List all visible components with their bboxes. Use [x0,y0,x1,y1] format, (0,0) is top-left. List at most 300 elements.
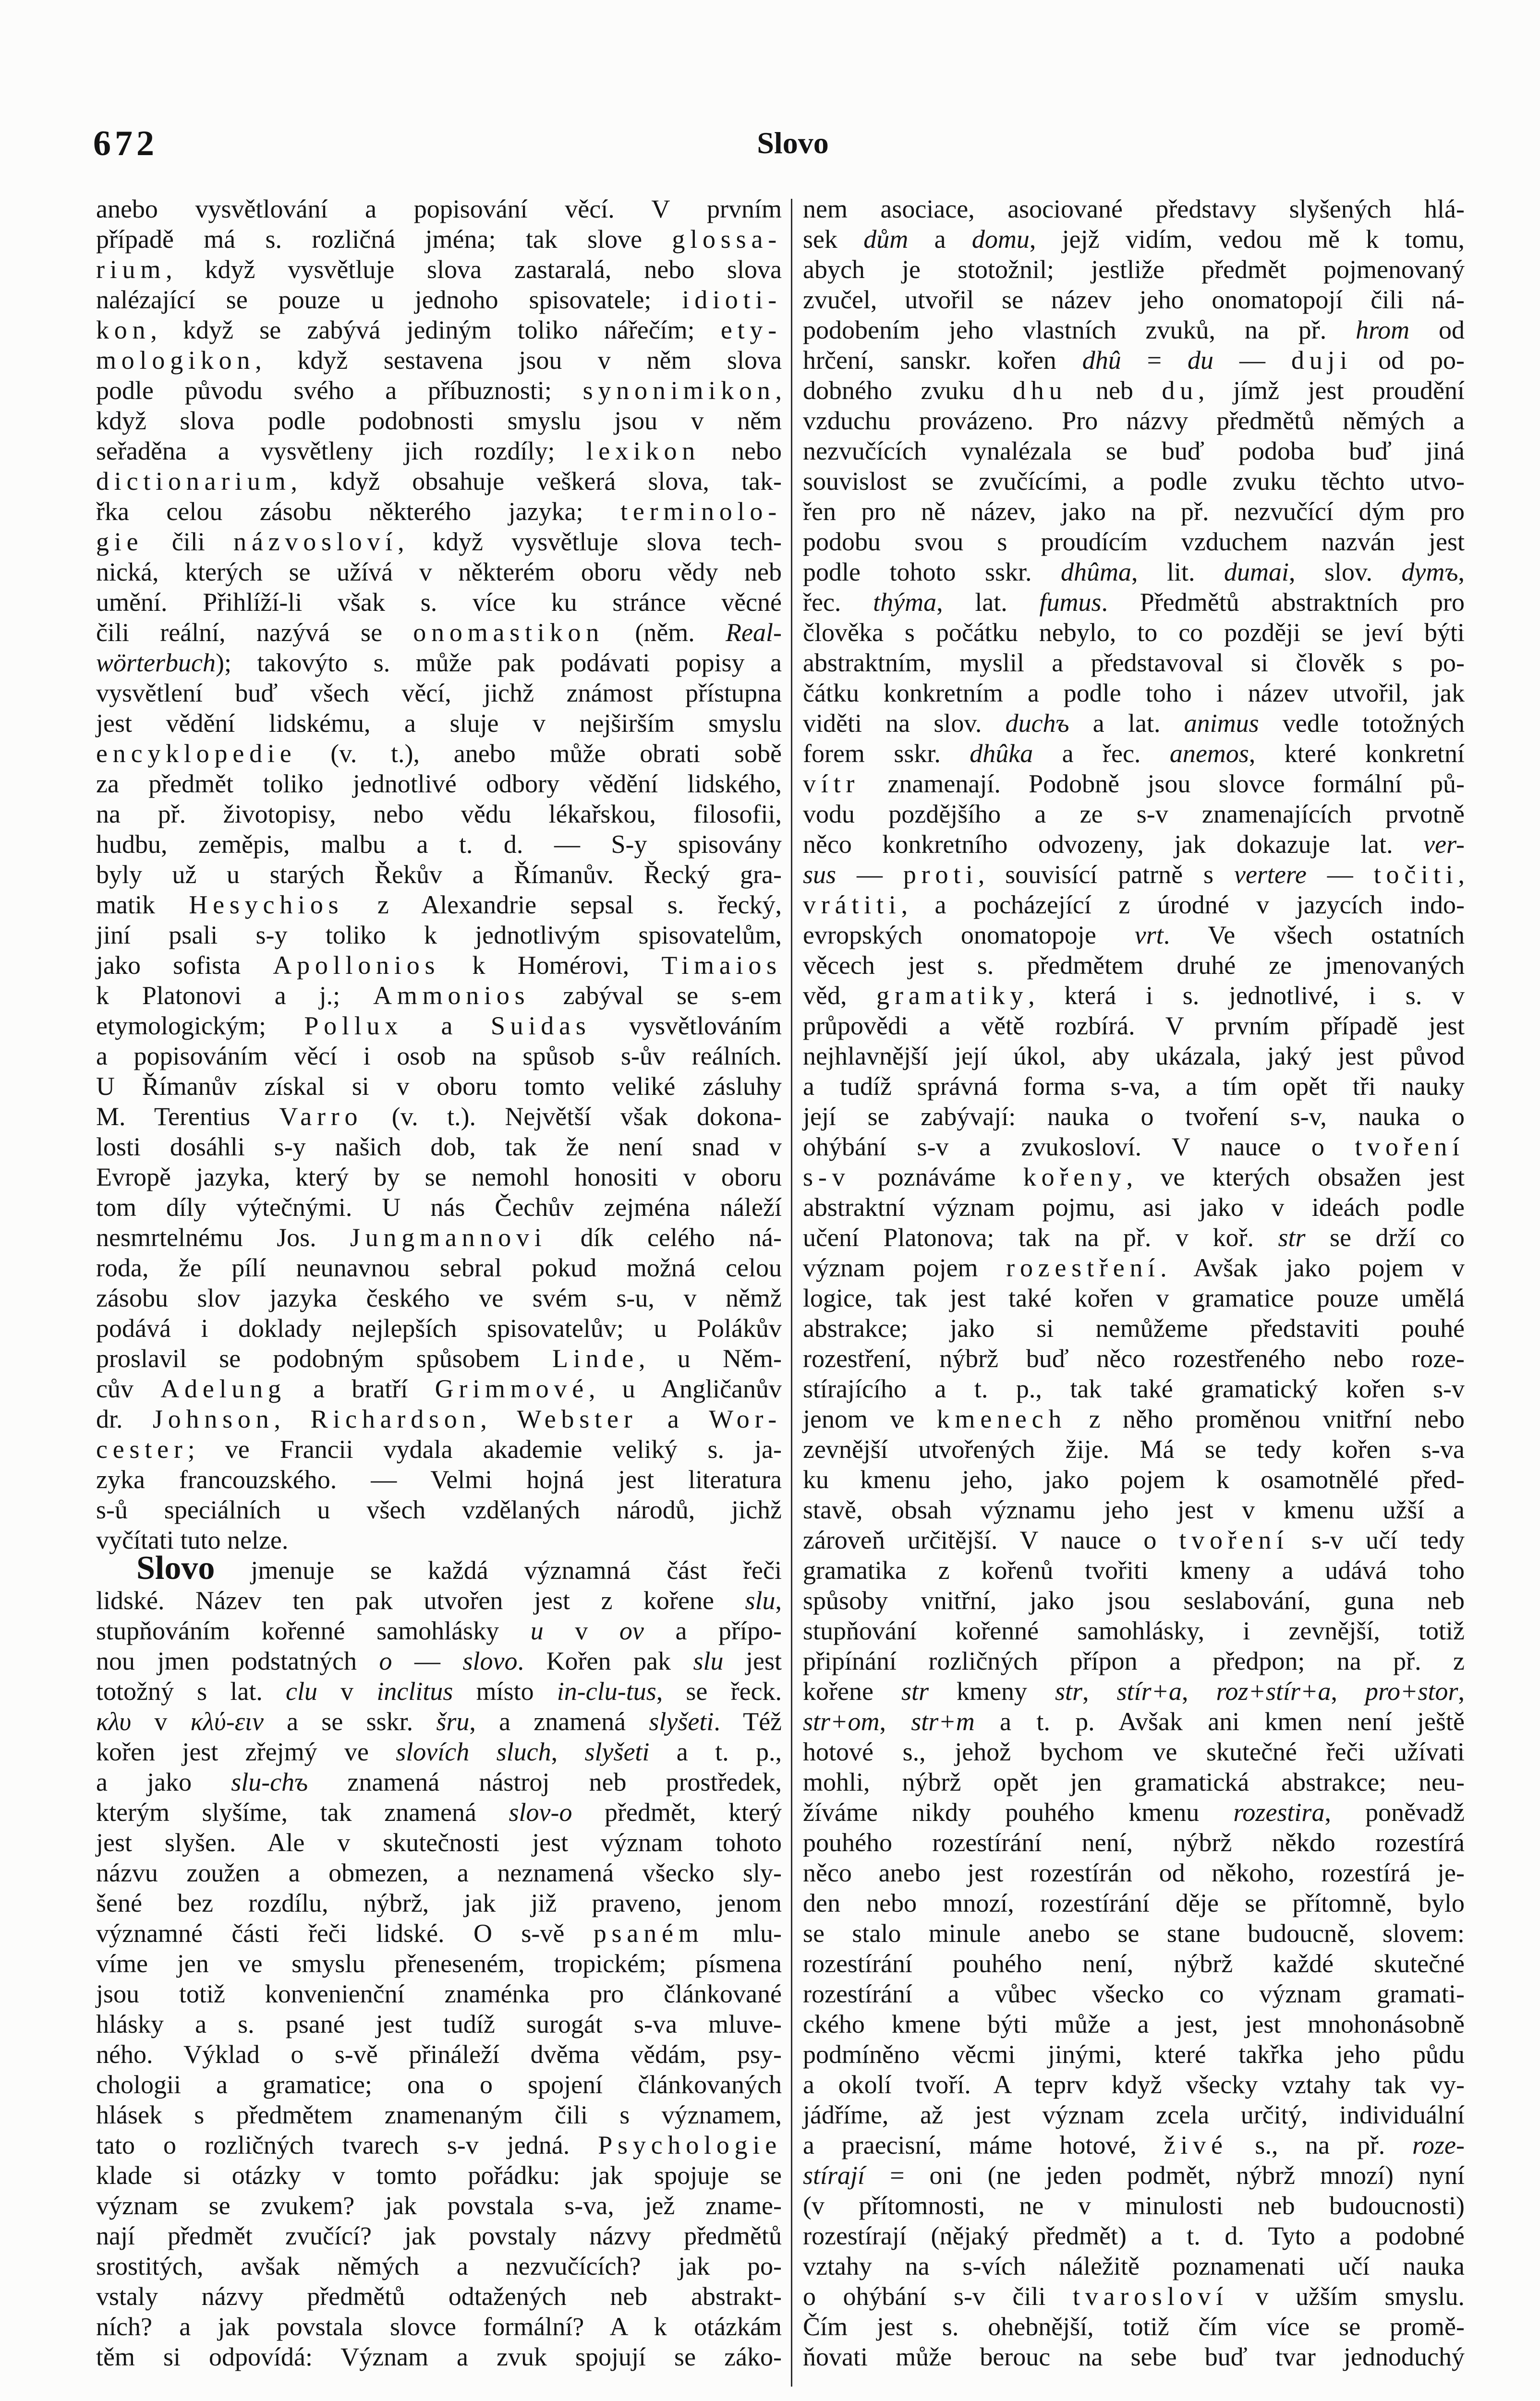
italic-run: inclitus [376,1677,453,1706]
text-line [96,1041,782,1071]
text-run: , ve kterých obsažen jest [1126,1163,1465,1191]
text-run: abstrakce; jako si nemůžeme představiti pouhé [803,1314,1465,1343]
spaced-run: točiti [1373,860,1458,889]
text-line [96,2009,782,2039]
text-run: , [274,1405,311,1433]
text-run: čátku konkretním a podle toho i název utvořil, jak [803,679,1465,707]
text-run: jako sofista [96,951,273,980]
text-run: k Platonovi a j.; [96,981,374,1010]
spaced-run: Psychologie [598,2131,782,2159]
text-line [803,1616,1465,1646]
text-run: (v. t.). Největší však dokona- [363,1102,782,1131]
text-line [803,1949,1465,1979]
text-run: Čím jest s. ohebnější, totiž čím více se promě- [803,2312,1465,2341]
text-run: lidské. Název ten pak utvořen jest z kořene [96,1586,745,1615]
text-line [803,2312,1465,2342]
text-run: souvislost se zvučícími, a podle zvuku těchto utvo- [803,467,1465,496]
text-run: řec. [803,588,873,617]
text-run: tom díly výtečnými. U nás Čechův zejména náleží [96,1193,782,1222]
italic-run: stír+a [1116,1677,1182,1706]
text-line [803,981,1465,1011]
text-run: z Alexandrie sepsal s. řecký, [343,890,782,919]
italic-run: dymъ [1401,558,1458,586]
text-run: s., na př. [1227,2131,1413,2159]
text-line [803,1828,1465,1858]
text-run: tato o rozličných tvarech s-v jedná. [96,2131,598,2159]
italic-run: sus [803,860,837,889]
spaced-run: vrátiti [803,890,901,919]
text-run: abstraktní význam pojmu, asi jako v ideách podle [803,1193,1465,1222]
text-run: a lat. [1069,709,1184,738]
text-run: , jímž jest proudění [1198,376,1465,405]
spaced-run: Hesychios [189,890,344,919]
text-line [96,1223,782,1253]
text-line [96,194,782,224]
text-line [96,1434,782,1465]
text-run: a [637,1405,709,1433]
text-line [96,1888,782,1918]
text-line [803,1858,1465,1888]
text-line [96,1797,782,1828]
text-run: a přípo- [643,1616,782,1645]
text-run: losti dosáhli s-y našich dob, tak že není snad v [96,1132,782,1161]
text-run: vysvětlováním [591,1011,782,1040]
italic-run: o [379,1647,392,1675]
text-run: Evropě jazyka, který by se nemohl honositi v oboru [96,1163,782,1191]
italic-run: slu-chъ [231,1768,308,1796]
text-run: , když sestavena jsou v něm slova [255,346,782,375]
column-divider [791,199,792,2387]
text-line [96,1132,782,1162]
spaced-run: Wor- [709,1405,782,1433]
text-line [803,1071,1465,1102]
text-run: vyčítati tuto nelze. [96,1526,289,1554]
spaced-run: encyklopedie [96,739,297,768]
text-run: a [403,1011,491,1040]
text-run: , [879,1707,911,1736]
text-run: čili [143,527,234,556]
text-run: — [1213,346,1291,375]
spaced-run: Pollux [304,1011,403,1040]
text-run: znamenají. Podobně jsou slovce formální pů- [860,769,1465,798]
text-line [96,1858,782,1888]
text-line [96,1979,782,2009]
text-line [96,739,782,769]
text-run: od [1409,315,1465,344]
text-run: roda, že pílí neunavnou sebral pokud možná celou [96,1253,782,1282]
text-line [803,285,1465,315]
text-line [803,799,1465,829]
text-run: rozestírání a vůbec všecko co význam gramati- [803,1979,1465,2008]
text-run: stupňováním kořenné samohlásky [96,1616,531,1645]
text-line [803,1737,1465,1767]
text-run: ); takovýto s. může pak podávati popisy a [216,648,782,677]
text-run: srostitých, avšak němých a nezvučících? jak po- [96,2252,782,2280]
spaced-run: dhu [1012,376,1067,405]
text-run: den nebo mnozí, rozestírání děje se přítomně, bylo [803,1889,1465,1917]
text-line [96,981,782,1011]
text-run: případě má s. rozličná jména; tak slove [96,225,672,254]
text-run: podmíněno věcmi jinými, které takřka jeho půdu [803,2040,1465,2069]
text-run: , se řeck. [656,1677,782,1706]
text-run: řka celou zásobu některého jazyka; [96,497,621,526]
text-line [96,587,782,618]
text-run: , lit. [1131,558,1224,586]
text-line [803,436,1465,466]
text-run: k Homérovi, [440,951,662,980]
text-run: vysvětlení buď všech věcí, jichž známost přístupna [96,679,782,707]
text-run: kterým slyšíme, tak znamená [96,1798,509,1827]
headword: Slovo [136,1550,215,1587]
left-text-column [96,194,782,2372]
text-run: M. Terentius [96,1102,279,1131]
text-line [803,1283,1465,1313]
text-line [96,2191,782,2221]
text-run: , [775,376,782,405]
text-run: nebo [700,437,782,465]
text-line [803,1313,1465,1344]
spaced-run: psaném [593,1919,704,1948]
text-run: ohýbání s-v a zvukosloví. V nauce o [803,1132,1355,1161]
text-run: jest slyšen. Ale v skutečnosti jest význam tohoto [96,1828,782,1857]
text-run: , jejž vidím, vedou mě k tomu, [1029,225,1465,254]
text-run: etymologickým; [96,1011,304,1040]
text-run: vstaly názvy předmětů odtažených neb abstrakt- [96,2282,782,2311]
text-run: vedle totožných [1259,709,1465,738]
text-run: poznáváme [850,1163,1023,1191]
italic-run: Real- [726,618,782,647]
text-line [96,1102,782,1132]
text-run: nická, kterých se užívá v některém oboru vědy neb [96,558,782,586]
text-line [803,315,1465,345]
text-line [96,708,782,739]
text-run: anebo vysvětlování a popisování věcí. V prvním [96,194,782,223]
spaced-run: gie [96,527,144,556]
text-line [96,860,782,890]
text-run: a popisováním věcí i osob na spůsob s-ův reálních. [96,1042,782,1070]
text-line [96,1344,782,1374]
text-line [96,1676,782,1707]
text-run: jsou totiž konvenienční znaménka pro článkované [96,1979,782,2008]
italic-run: dhû [1082,346,1121,375]
spaced-run: Linde [552,1344,639,1373]
text-run: U Římanův získal si v oboru tomto veliké zásluhy [96,1072,782,1101]
text-line [96,406,782,436]
text-run: za předmět toliko jednotlivé odbory vědění lidského, [96,769,782,798]
text-run: víme jen ve smyslu přeneseném, tropickém; písmena [96,1949,782,1978]
spaced-run: s-v [803,1163,850,1191]
italic-run: slovích sluch [396,1737,551,1766]
text-run: nou jmen podstatných [96,1647,379,1675]
text-run: podle původu svého a příbuznosti; [96,376,583,405]
spaced-run: Apollonios [273,951,440,980]
spaced-run: tvoření [1179,1526,1289,1554]
text-line [96,2130,782,2160]
text-run: , [775,1586,782,1615]
text-run: zyka francouzského. — Velmi hojná jest literatura [96,1465,782,1494]
text-run: se drží co [1305,1223,1465,1252]
text-run: jest [723,1647,782,1675]
italic-run: wörterbuch [96,648,216,677]
text-line [96,2160,782,2191]
text-line [803,2070,1465,2100]
text-run: neb [1067,376,1162,405]
text-run: klade si otázky v tomto pořádku: jak spojuje se [96,2161,782,2190]
text-line [96,1313,782,1344]
text-line [96,799,782,829]
text-line [96,890,782,920]
text-run: dík celého ná- [546,1223,782,1252]
text-run: rozestírání pouhého není, nýbrž každé skutečné [803,1949,1465,1978]
text-run: ckého kmene býti může a jest, jest mnohonásobně [803,2010,1465,2038]
running-title: Slovo [757,126,829,160]
text-line [803,1344,1465,1374]
italic-run: rozestira [1233,1798,1325,1827]
text-run: hotové s., jehož bychom ve skutečné řeči užívati [803,1737,1465,1766]
text-line [803,2342,1465,2372]
text-run: vodu pozdějšího a ze s-v znamenajících prvotně [803,800,1465,828]
italic-run: dhûma [1061,558,1131,586]
text-line [96,224,782,255]
text-line [803,1011,1465,1041]
spaced-run: rium [96,255,166,284]
text-line [96,2039,782,2070]
text-run: a okolí tvoří. A teprv když všecky vztahy tak vy- [803,2070,1465,2099]
text-run: zvučel, utvořil se název jeho onomatopojí čili ná- [803,285,1465,314]
spaced-run: cester [96,1435,188,1464]
italic-run: slu [745,1586,776,1615]
text-line [803,1465,1465,1495]
text-line [96,2100,782,2130]
spaced-run: tvoření [1355,1132,1465,1161]
italic-run: str+m [911,1707,975,1736]
text-run: průpovědi a větě rozbírá. V prvním případě jest [803,1011,1465,1040]
text-run: podobením jeho vlastních zvuků, na př. [803,315,1356,344]
text-run: hlásky a s. psané jest tudíž surogát s-va mluve- [96,2010,782,2038]
text-run: , poněvadž [1324,1798,1465,1827]
text-run: řen pro ně název, jako na př. nezvučící dým pro [803,497,1465,526]
text-line [96,1011,782,1041]
text-line [96,769,782,799]
italic-run: str+om [803,1707,880,1736]
text-run: význam se zvukem? jak povstala s-va, jež zname- [96,2191,782,2220]
text-run: a tudíž správná forma s-va, a tím opět tři nauky [803,1072,1465,1101]
text-run: — [392,1647,463,1675]
spaced-run: Jungmannovi [350,1223,547,1252]
text-line [96,1374,782,1404]
italic-run: slyšeti [584,1737,650,1766]
text-run: významné části řeči lidské. O s-vě [96,1919,594,1948]
italic-run: clu [286,1677,317,1706]
text-line [96,618,782,648]
text-line [96,2221,782,2251]
text-run: dr. [96,1405,153,1433]
text-line [96,1253,782,1283]
text-run: , [1331,1677,1366,1706]
text-line [803,2160,1465,2191]
spaced-run: du [1162,376,1199,405]
italic-run: dumai [1224,558,1289,586]
text-line [803,1434,1465,1465]
text-line [803,890,1465,920]
text-line [96,648,782,678]
spaced-run: proti [903,860,978,889]
text-line [803,1041,1465,1071]
italic-run: vrt [1134,921,1164,949]
text-run: se stalo minule anebo se stane budoucně, slovem: [803,1919,1465,1948]
spaced-run: Ammonios [373,981,530,1010]
spaced-run: glossa- [672,225,782,254]
text-run: podává i doklady nejlepších spisovatelův; u Polákův [96,1314,782,1343]
text-run: . Kořen pak [517,1647,693,1675]
text-run: místo [453,1677,557,1706]
text-line [803,2009,1465,2039]
italic-run: u [530,1616,544,1645]
text-line [96,1162,782,1192]
italic-run: vertere [1234,860,1307,889]
text-line [96,1586,782,1616]
italic-run: ver- [1423,830,1465,859]
text-run: matik [96,890,189,919]
text-line [96,1192,782,1223]
text-run: a [908,225,972,254]
italic-run: du [1188,346,1214,375]
text-run: v [317,1677,377,1706]
text-line [96,1283,782,1313]
text-run: jenom ve [803,1405,937,1433]
spaced-run: Varro [279,1102,363,1131]
text-run: význam pojem [803,1253,1006,1282]
text-line [803,950,1465,981]
text-line [803,194,1465,224]
spaced-run: dictionarium [96,467,291,496]
text-run: (v. t.), anebo může obrati sobě [296,739,782,768]
italic-run: slovo [462,1647,518,1675]
italic-run: anemos [1169,739,1249,768]
text-line [803,1555,1465,1586]
text-run: jmenuje se každá významná část řeči [215,1556,782,1585]
text-run: abych je stotožnil; jestliže předmět pojmenovaný [803,255,1465,284]
text-line [803,1132,1465,1162]
italic-run: thýma [873,588,937,617]
text-line [803,1374,1465,1404]
text-line [803,2191,1465,2221]
italic-run: in-clu-tus [557,1677,656,1706]
text-run: ného. Výklad o s-vě přináleží dvěma vědám, psy- [96,2040,782,2069]
text-run: viděti na slov. [803,709,1006,738]
spaced-run: Timaios [661,951,782,980]
text-line [96,2251,782,2281]
spaced-run: mologikon [96,346,255,375]
text-line [96,466,782,497]
text-run: předmět, který [572,1798,782,1827]
text-line [96,1918,782,1949]
text-run: s-ů speciálních u všech vzdělaných národů, jichž [96,1495,782,1524]
text-run: , když vysvětluje slova zastaralá, nebo slova [166,255,782,284]
text-run: s-v učí tedy [1288,1526,1465,1554]
text-line [803,860,1465,890]
text-run: hrčení, sanskr. kořen [803,346,1082,375]
text-run: jiní psali s-y toliko k jednotlivým spisovatelům, [96,921,782,949]
text-run: pouhého rozestírání není, nýbrž někdo rozestírá [803,1828,1465,1857]
text-run: nem asociace, asociované představy slyšených hlá- [803,194,1465,223]
text-line [803,224,1465,255]
text-line [96,436,782,466]
text-line [96,1767,782,1797]
text-run: nejhlavnější její úkol, aby ukázala, jaký jest původ [803,1042,1465,1070]
text-run: , která i s. jednotlivé, i s. v [1028,981,1465,1010]
text-run: její se zabývají: nauka o tvoření s-v, nauka o [803,1102,1465,1131]
text-run: a řec. [1033,739,1170,768]
text-line [803,1102,1465,1132]
text-line [803,527,1465,557]
text-run: gramatika z kořenů tvořiti kmeny a udává toho [803,1556,1465,1585]
text-run: = oni (ne jeden podmět, nýbrž mnozí) nyní [865,2161,1465,2190]
text-line [96,1646,782,1676]
text-run: , [1458,558,1465,586]
spaced-run: kmenech [936,1405,1067,1433]
right-text-column [803,194,1465,2372]
text-line [803,406,1465,436]
text-line [803,1525,1465,1555]
italic-run: κλύ-ειν [190,1707,264,1736]
text-run: těm si odpovídá: Význam a zvuk spojují se záko- [96,2342,782,2371]
text-line [96,557,782,587]
text-run: hudbu, zeměpis, malbu a t. d. — S-y spisovány [96,830,782,859]
text-run: mohli, nýbrž opět jen gramatická abstrakce; neu- [803,1768,1465,1796]
text-run: , a znamená [469,1707,649,1736]
italic-run: str [1278,1223,1306,1252]
text-run: . Avšak jako pojem v [1160,1253,1465,1282]
text-run: na př. životopisy, nebo vědu lékařskou, filosofii, [96,800,782,828]
text-run: kořen jest zřejmý ve [96,1737,396,1766]
text-line [803,1888,1465,1918]
spaced-run: kon [96,315,151,344]
text-line [96,950,782,981]
text-run: a se sskr. [263,1707,437,1736]
text-line [803,1586,1465,1616]
text-line [803,557,1465,587]
italic-run: str [901,1677,929,1706]
text-run: něco konkretního odvozeny, jak dokazuje lat. [803,830,1424,859]
italic-run: str [1055,1677,1083,1706]
text-line [96,345,782,376]
text-run: stupňování kořenné samohlásky, i zevnější, totiž [803,1616,1465,1645]
spaced-run: Suidas [490,1011,591,1040]
text-line [96,678,782,708]
spaced-run: Webster [517,1405,638,1433]
text-line [803,1646,1465,1676]
text-line [803,466,1465,497]
italic-run: stírají [803,2161,865,2190]
spaced-run: Adelung [160,1374,286,1403]
text-line [803,2281,1465,2312]
text-run: cův [96,1374,161,1403]
text-line [96,1828,782,1858]
italic-run: animus [1184,709,1259,738]
text-line [803,1979,1465,2009]
text-run: , [1458,1677,1465,1706]
text-run: zevnější utvořených žije. Má se tedy kořen s-va [803,1435,1465,1464]
text-line [96,1616,782,1646]
text-run: . Též [714,1707,782,1736]
spaced-run: Grimmové [435,1374,589,1403]
text-line [803,1192,1465,1223]
text-run: v [543,1616,619,1645]
text-line [803,708,1465,739]
text-run: od po- [1352,346,1465,375]
spaced-run: Richardson [310,1405,481,1433]
